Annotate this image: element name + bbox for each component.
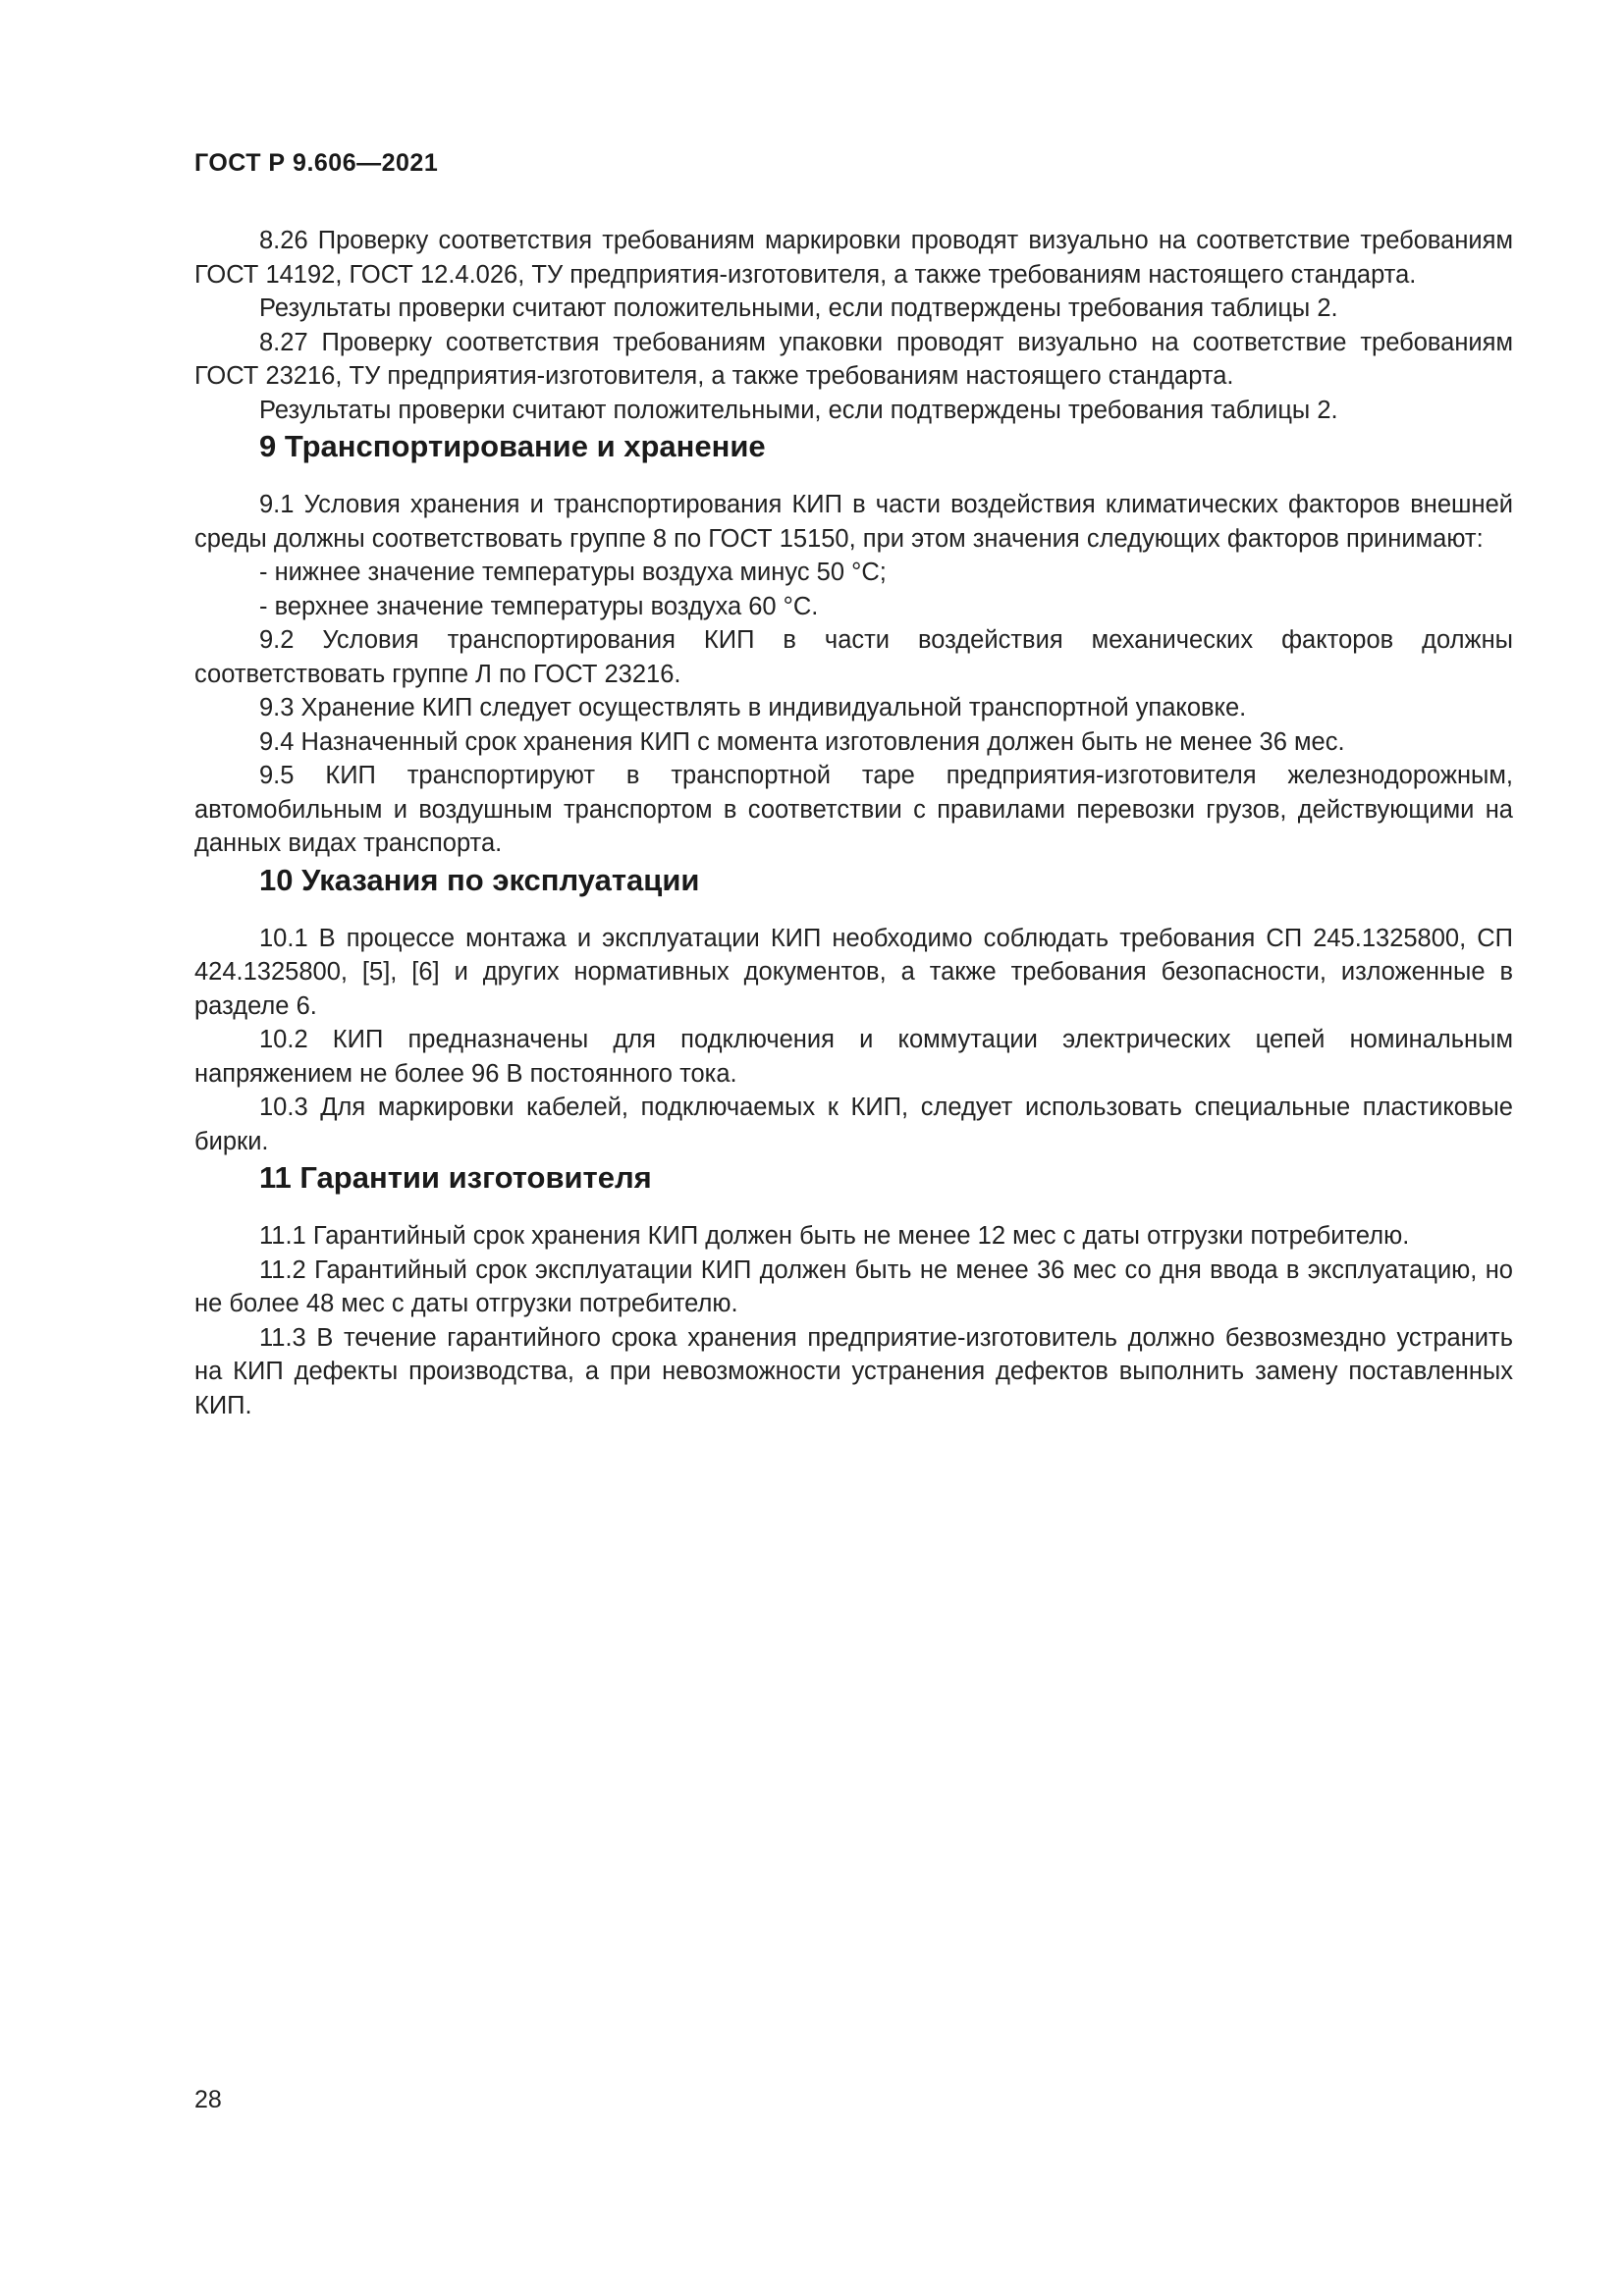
paragraph-10-2: 10.2 КИП предназначены для подключения и коммутации электрических цепей номинальным напряжением не более 96 В постоянного тока. bbox=[194, 1026, 1513, 1088]
section-10 bbox=[194, 861, 1513, 1159]
paragraph-9-2: 9.2 Условия транспортирования КИП в части воздействия механических факторов должны соответствовать группе Л по ГОСТ 23216. bbox=[194, 626, 1513, 688]
paragraph-result-8-27: Результаты проверки считают положительными, если подтверждены требования таблицы 2. bbox=[259, 396, 1338, 424]
section-heading-10: 10 Указания по эксплуатации bbox=[259, 862, 700, 897]
paragraph-8-27: 8.27 Проверку соответствия требованиям упаковки проводят визуально на соответствие требованиям ГОСТ 23216, ТУ предприятия-изготовителя, а также требованиям настоящего стандарта. bbox=[194, 328, 1513, 390]
paragraph-result-8-26: Результаты проверки считают положительными, если подтверждены требования таблицы 2. bbox=[259, 294, 1338, 322]
document-body bbox=[194, 224, 1513, 1422]
paragraph-9-3: 9.3 Хранение КИП следует осуществлять в индивидуальной транспортной упаковке. bbox=[259, 694, 1247, 721]
section-heading-9: 9 Транспортирование и хранение bbox=[259, 429, 766, 463]
paragraph-9-4: 9.4 Назначенный срок хранения КИП с момента изготовления должен быть не менее 36 мес. bbox=[259, 727, 1345, 756]
paragraph-9-5: 9.5 КИП транспортируют в транспортной таре предприятия-изготовителя железнодорожным, автомобильным и воздушным транспортом в соответствии с правилами перевозки грузов, действующими на данных видах транспорта. bbox=[194, 762, 1513, 857]
paragraph-11-2: 11.2 Гарантийный срок эксплуатации КИП должен быть не менее 36 мес со дня ввода в эксплуатацию, но не более 48 мес с даты отгрузки потребителю. bbox=[194, 1255, 1513, 1317]
paragraph-9-1: 9.1 Условия хранения и транспортирования КИП в части воздействия климатических факторов внешней среды должны соответствовать группе 8 по ГОСТ 15150, при этом значения следующих факторов принимают: bbox=[194, 491, 1513, 553]
section-11 bbox=[194, 1158, 1513, 1422]
paragraph-8-26: 8.26 Проверку соответствия требованиям маркировки проводят визуально на соответствие требованиям ГОСТ 14192, ГОСТ 12.4.026, ТУ предприятия-изготовителя, а также требованиям настоящего стандарта. bbox=[194, 227, 1513, 289]
list-item-min-temperature: - нижнее значение температуры воздуха минус 50 °С; bbox=[259, 559, 887, 586]
section-9 bbox=[194, 427, 1513, 861]
paragraph-10-1: 10.1 В процессе монтажа и эксплуатации КИП необходимо соблюдать требования СП 245.1325800, СП 424.1325800, [5], [6] и других нормативных документов, а также требования безопасности, изложенные в разделе 6. bbox=[194, 924, 1513, 1020]
paragraph-11-3: 11.3 В течение гарантийного срока хранения предприятие-изготовитель должно безвозмездно устранить на КИП дефекты производства, а при невозможности устранения дефектов выполнить замену поставленных КИП. bbox=[194, 1323, 1513, 1419]
page-number: 28 bbox=[194, 2086, 222, 2113]
running-header: ГОСТ Р 9.606—2021 bbox=[194, 149, 439, 177]
paragraph-10-3: 10.3 Для маркировки кабелей, подключаемых к КИП, следует использовать специальные пластиковые бирки. bbox=[194, 1094, 1513, 1155]
section-heading-11: 11 Гарантии изготовителя bbox=[259, 1160, 652, 1195]
paragraph-11-1: 11.1 Гарантийный срок хранения КИП должен быть не менее 12 мес с даты отгрузки потребителю. bbox=[259, 1222, 1410, 1250]
list-item-max-temperature: - верхнее значение температуры воздуха 60 °С. bbox=[259, 592, 819, 620]
intro-section bbox=[194, 224, 1513, 427]
